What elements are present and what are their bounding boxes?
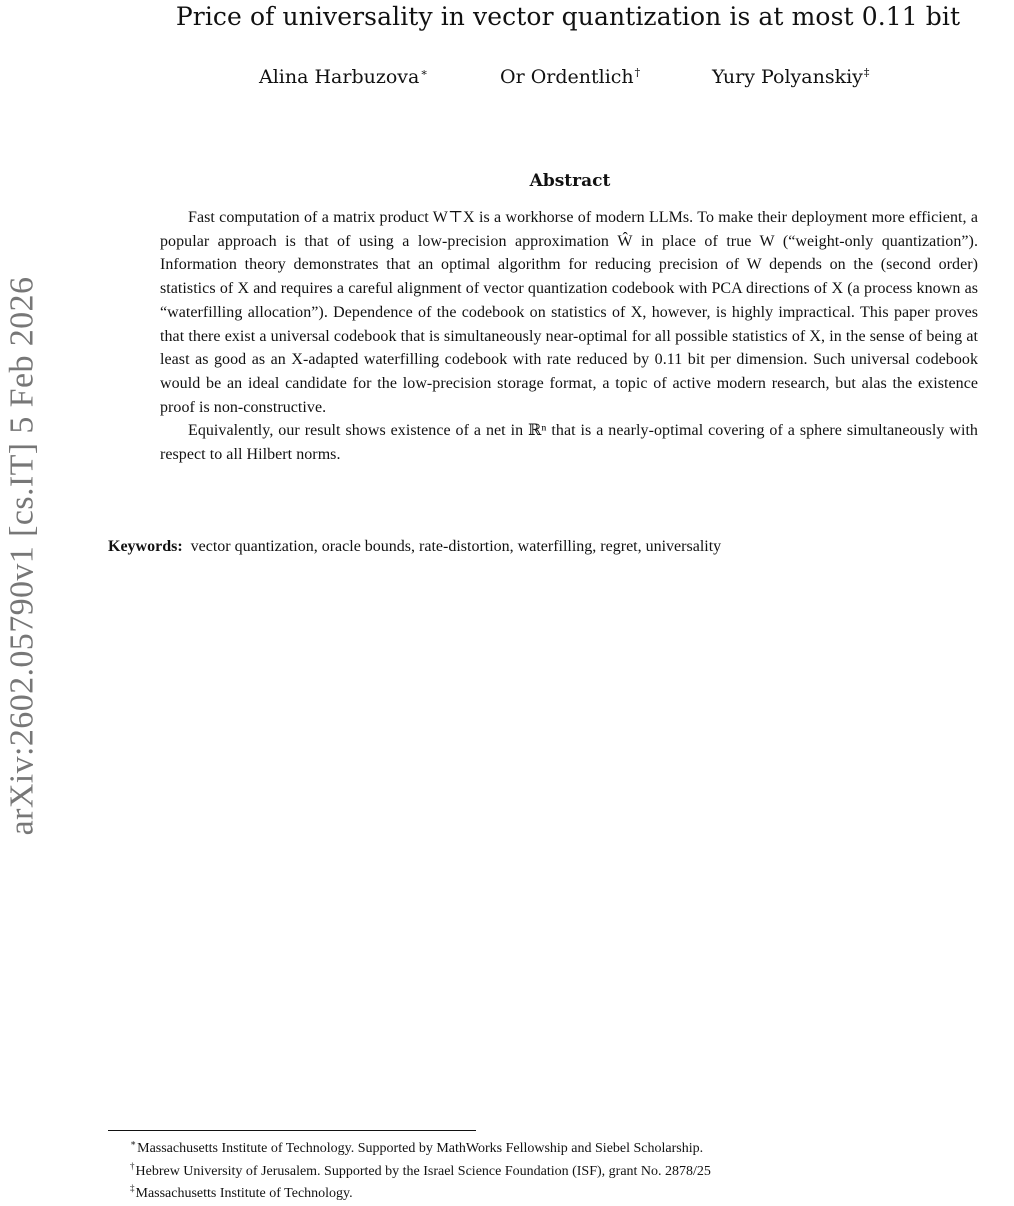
author-3-name: Yury Polyanskiy: [712, 66, 863, 88]
keywords-label: Keywords:: [108, 538, 183, 555]
author-3: [712, 65, 869, 89]
footnote-2: [130, 1161, 990, 1184]
footnote-rule: [108, 1130, 476, 1131]
author-2-name: Or Ordentlich: [500, 66, 634, 88]
footnote-1-text: Massachusetts Institute of Technology. Supported by MathWorks Fellowship and Siebel Scholarship.: [137, 1141, 704, 1156]
author-1-name: Alina Harbuzova: [259, 66, 420, 88]
footnotes: [130, 1138, 990, 1206]
paper-title: Price of universality in vector quantization is at most 0.11 bit: [175, 2, 961, 31]
arxiv-side-stamp: [0, 226, 44, 886]
footnote-3-text: Massachusetts Institute of Technology.: [135, 1186, 353, 1201]
footnote-2-mark: †: [130, 1160, 135, 1171]
keywords-text: vector quantization, oracle bounds, rate-distortion, waterfilling, regret, universality: [190, 538, 722, 555]
abstract-body: [160, 206, 978, 467]
footnote-1: [130, 1138, 990, 1161]
author-1: [259, 65, 428, 89]
footnote-1-mark: ∗: [130, 1138, 137, 1149]
arxiv-stamp-text: arXiv:2602.05790v1 [cs.IT] 5 Feb 2026: [3, 276, 40, 836]
abstract-heading: Abstract: [529, 171, 611, 191]
author-2: [500, 65, 640, 89]
author-3-mark: ‡: [863, 65, 870, 79]
footnote-2-text: Hebrew University of Jerusalem. Supported by the Israel Science Foundation (ISF), grant No. 2878/25: [135, 1163, 711, 1179]
footnote-3: [130, 1183, 990, 1206]
abstract-paragraph-1: Fast computation of a matrix product W⊤X is a workhorse of modern LLMs. To make their deployment more efficient, a popular approach is that of using a low-precision approximation Ŵ in place of true W (“weight-only quantization”). Information theory demonstrates that an optimal algorithm for reducing precision of W depends on the (second order) statistics of X and requires a careful alignment of vector quantization codebook with PCA directions of X (a process known as “waterfilling allocation”). Dependence of the codebook on statistics of X, however, is highly impractical. This paper proves that there exist a universal codebook that is simultaneously near-optimal for all possible statistics of X, in the sense of being at least as good as an X-adapted waterfilling codebook with rate reduced by 0.11 bit per dimension. Such universal codebook would be an ideal candidate for the low-precision storage format, a topic of active modern research, but alas the existence proof is non-constructive.: [160, 209, 978, 416]
footnote-3-mark: ‡: [130, 1183, 135, 1194]
author-2-mark: †: [634, 65, 641, 79]
abstract-paragraph-2: Equivalently, our result shows existence of a net in ℝⁿ that is a nearly-optimal covering of a sphere simultaneously with respect to all Hilbert norms.: [160, 422, 978, 464]
keywords-line: [108, 536, 1010, 558]
author-1-mark: ∗: [420, 65, 428, 79]
